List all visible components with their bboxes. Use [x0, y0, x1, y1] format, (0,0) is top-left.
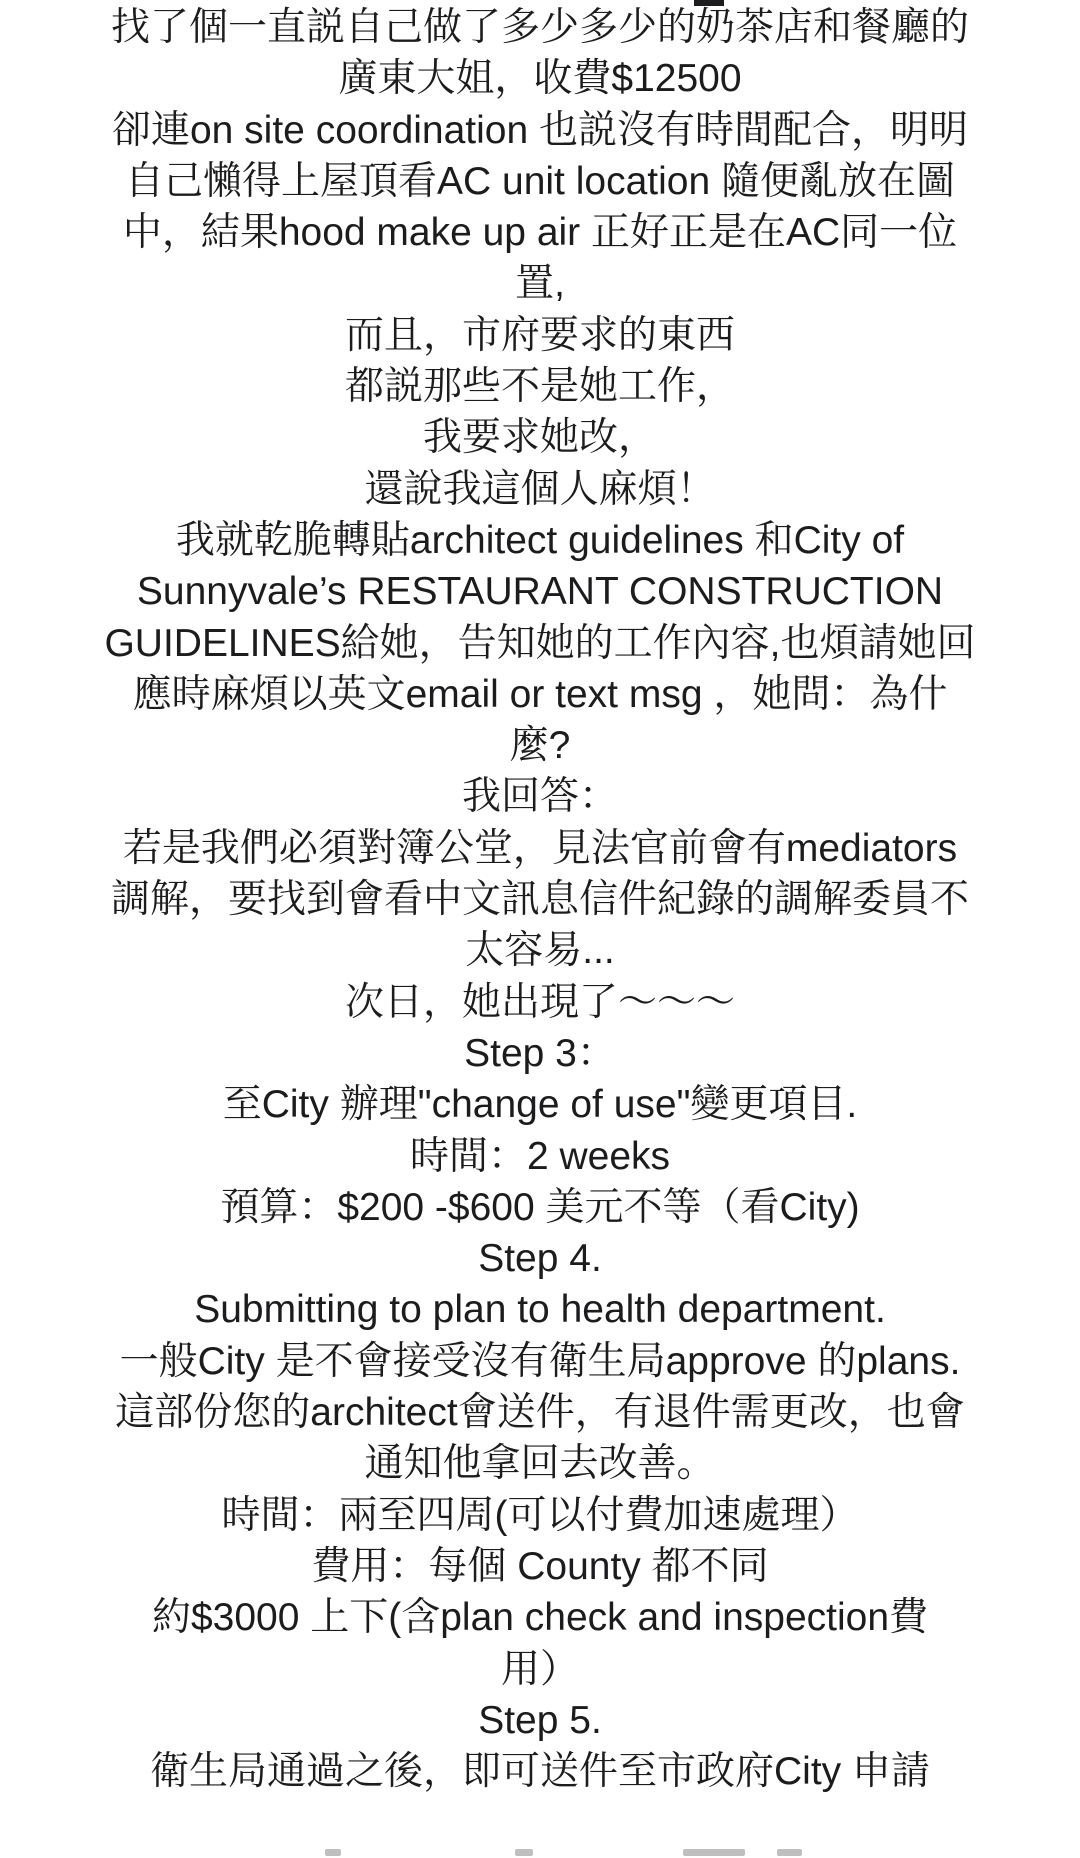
text-line-30: 時間：兩至四周(可以付費加速處理）: [221, 1493, 859, 1537]
text-line-11: 我就乾脆轉貼architect guidelines 和City of: [175, 518, 905, 562]
clipped-text-fragment-bottom: [0, 1849, 1080, 1858]
text-line-26: Submitting to plan to health department.: [194, 1288, 886, 1332]
text-line-3: 卻連on site coordination 也説沒有時間配合，明明: [111, 108, 969, 152]
text-line-24: 預算：$200 -$600 美元不等（看City): [220, 1185, 860, 1229]
text-line-2: 廣東大姐，收費$12500: [338, 57, 742, 101]
clipped-glyph-top: [683, 1849, 745, 1856]
text-line-20: 次日，她出現了～～～: [344, 980, 735, 1024]
text-post-lines: [0, 2, 1080, 1797]
text-line-4: 自己懶得上屋頂看AC unit location 隨便亂放在圖: [125, 159, 955, 203]
text-line-14: 應時麻煩以英文email or text msg ，她問：為什: [132, 672, 948, 716]
text-line-35: 衛生局通過之後，即可送件至市政府City 申請: [149, 1750, 930, 1794]
text-line-12: Sunnyvale’s RESTAURANT CONSTRUCTION: [136, 570, 944, 614]
text-post: [0, 2, 1080, 1797]
text-line-25: Step 4.: [478, 1237, 602, 1281]
text-line-31: 費用：每個 County 都不同: [311, 1544, 769, 1588]
clipped-glyph-top: [325, 1849, 341, 1856]
text-line-9: 我要求她改，: [422, 416, 657, 460]
text-line-1: 找了個一直説自己做了多少多少的奶茶店和餐廳的: [110, 6, 969, 49]
text-line-16: 我回答：: [461, 775, 618, 819]
text-line-5: 中，結果hood make up air 正好正是在AC同一位: [122, 211, 958, 255]
text-line-8: 都説那些不是她工作，: [344, 365, 735, 409]
text-line-27: 一般City 是不會接受沒有衛生局approve 的plans.: [119, 1339, 961, 1383]
text-line-23: 時間：2 weeks: [409, 1134, 671, 1178]
text-line-13: GUIDELINES給她，告知她的工作內容,也煩請她回: [104, 621, 976, 665]
text-line-29: 通知他拿回去改善。: [364, 1442, 716, 1486]
clipped-glyph-top: [777, 1849, 802, 1856]
text-line-7: 而且，市府要求的東西: [344, 313, 735, 357]
text-line-18: 調解，要找到會看中文訊息信件紀錄的調解委員不: [110, 878, 969, 922]
text-line-33: 用）: [500, 1647, 579, 1691]
text-line-10: 還說我這個人麻煩！: [364, 467, 716, 511]
text-line-34: Step 5.: [478, 1698, 602, 1742]
text-line-19: 太容易...: [465, 929, 615, 973]
text-line-32: 約$3000 上下(含plan check and inspection費: [151, 1596, 929, 1640]
text-line-28: 這部份您的architect會送件，有退件需更改，也會: [115, 1391, 965, 1435]
text-line-21: Step 3：: [464, 1031, 616, 1075]
text-line-15: 麼?: [509, 724, 571, 768]
clipped-glyph-top: [515, 1849, 533, 1856]
text-line-6: 置,: [515, 262, 565, 306]
text-line-17: 若是我們必須對簿公堂，見法官前會有mediators: [122, 826, 958, 870]
text-line-22: 至City 辦理"change of use"變更項目.: [222, 1083, 858, 1127]
